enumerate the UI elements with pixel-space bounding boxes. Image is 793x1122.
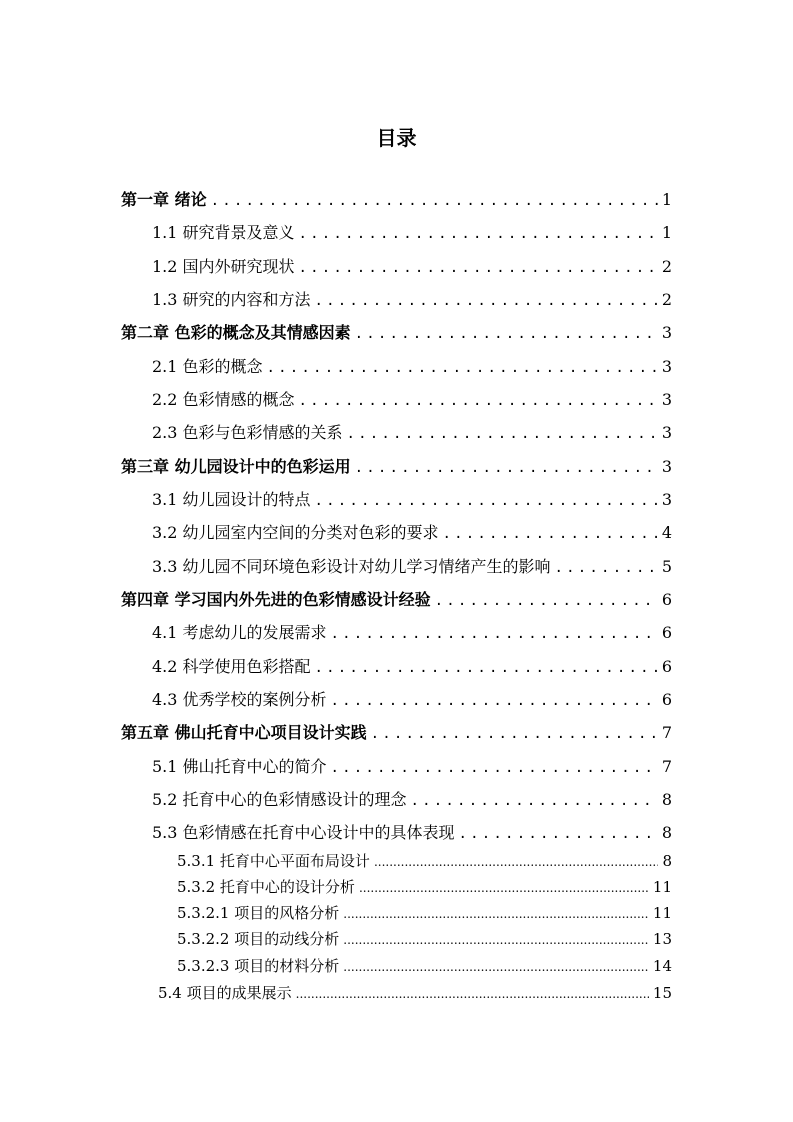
toc-entry-label: 4.1 考虑幼儿的发展需求: [152, 623, 327, 642]
toc-entry-label: 1.2 国内外研究现状: [152, 257, 295, 276]
toc-entry[interactable]: [152, 488, 672, 512]
toc-leader-dots: [359, 877, 649, 899]
toc-entry-page-number: 3: [661, 357, 672, 376]
toc-entry-label: 第三章 幼儿园设计中的色彩运用: [121, 457, 351, 476]
toc-entry[interactable]: [152, 355, 672, 379]
toc-entry-label: 5.3.1 托育中心平面布局设计: [177, 852, 370, 870]
toc-entry-page-number: 6: [661, 590, 672, 609]
toc-entry[interactable]: [121, 321, 672, 345]
toc-entry[interactable]: [152, 288, 672, 312]
toc-entry[interactable]: [121, 588, 672, 612]
toc-entry-label: 2.1 色彩的概念: [152, 357, 263, 376]
toc-entry-label: 第二章 色彩的概念及其情感因素: [121, 323, 351, 342]
toc-leader-dots: [331, 689, 658, 713]
toc-leader-dots: [267, 356, 658, 380]
toc-entry-page-number: 3: [661, 390, 672, 409]
toc-entry[interactable]: [121, 455, 672, 479]
toc-leader-dots: [211, 189, 658, 213]
toc-entry-page-number: 6: [661, 690, 672, 709]
toc-leader-dots: [555, 556, 658, 580]
toc-entry-label: 5.3.2.3 项目的材料分析: [177, 957, 340, 975]
toc-entry-page-number: 15: [652, 984, 672, 1002]
toc-leader-dots: [459, 822, 658, 846]
toc-entry-page-number: 1: [661, 223, 672, 242]
toc-leader-dots: [296, 983, 649, 1005]
toc-entry-page-number: 3: [661, 423, 672, 442]
toc-entry[interactable]: [152, 421, 672, 445]
toc-entry-page-number: 5: [661, 557, 672, 576]
toc-leader-dots: [299, 222, 658, 246]
toc-entry-page-number: 6: [661, 623, 672, 642]
toc-entry[interactable]: [152, 521, 672, 545]
toc-title: 目录: [376, 126, 417, 150]
toc-leader-dots: [435, 589, 658, 613]
toc-entry-page-number: 1: [661, 190, 672, 209]
toc-leader-dots: [411, 789, 658, 813]
toc-leader-dots: [299, 389, 658, 413]
toc-leader-dots: [355, 456, 658, 480]
toc-leader-dots: [343, 929, 649, 951]
toc-entry-label: 4.2 科学使用色彩搭配: [152, 657, 311, 676]
toc-entry-page-number: 3: [661, 323, 672, 342]
toc-entry-label: 第四章 学习国内外先进的色彩情感设计经验: [121, 590, 431, 609]
toc-entry-page-number: 8: [662, 852, 672, 870]
toc-entry-label: 5.4 项目的成果展示: [158, 984, 292, 1002]
toc-entry-label: 5.1 佛山托育中心的简介: [152, 757, 327, 776]
toc-entry[interactable]: [177, 850, 672, 872]
toc-entry[interactable]: [121, 721, 672, 745]
toc-entry[interactable]: [152, 688, 672, 712]
toc-entry[interactable]: [177, 955, 672, 977]
toc-leader-dots: [347, 422, 658, 446]
toc-entry[interactable]: [177, 928, 672, 950]
toc-entry-label: 第一章 绪论: [121, 190, 207, 209]
toc-leader-dots: [374, 851, 659, 873]
toc-entry[interactable]: [152, 555, 672, 579]
toc-leader-dots: [343, 903, 649, 925]
toc-leader-dots: [371, 722, 658, 746]
toc-leader-dots: [315, 656, 658, 680]
toc-entry-page-number: 11: [652, 878, 672, 896]
toc-entry-label: 5.3 色彩情感在托育中心设计中的具体表现: [152, 823, 455, 842]
toc-entry-page-number: 8: [661, 790, 672, 809]
toc-leader-dots: [443, 522, 658, 546]
toc-entry-label: 1.1 研究背景及意义: [152, 223, 295, 242]
toc-entry-label: 5.3.2.1 项目的风格分析: [177, 904, 340, 922]
toc-leader-dots: [355, 322, 658, 346]
toc-entry[interactable]: [177, 902, 672, 924]
toc-leader-dots: [315, 289, 658, 313]
toc-entry[interactable]: [152, 788, 672, 812]
toc-entry-page-number: 11: [652, 904, 672, 922]
toc-entry-label: 1.3 研究的内容和方法: [152, 290, 311, 309]
toc-entry-page-number: 14: [652, 957, 672, 975]
toc-entry-label: 2.3 色彩与色彩情感的关系: [152, 423, 343, 442]
toc-entry-label: 3.3 幼儿园不同环境色彩设计对幼儿学习情绪产生的影响: [152, 557, 551, 576]
toc-leader-dots: [331, 622, 658, 646]
toc-entry-label: 3.2 幼儿园室内空间的分类对色彩的要求: [152, 523, 439, 542]
toc-entry[interactable]: [158, 982, 672, 1004]
toc-entry[interactable]: [177, 876, 672, 898]
toc-entry-page-number: 6: [661, 657, 672, 676]
toc-entry[interactable]: [152, 621, 672, 645]
toc-entry-page-number: 4: [661, 523, 672, 542]
toc-entry[interactable]: [152, 388, 672, 412]
toc-entry[interactable]: [152, 821, 672, 845]
toc-entry-page-number: 3: [661, 490, 672, 509]
toc-entry-label: 第五章 佛山托育中心项目设计实践: [121, 723, 367, 742]
toc-entry[interactable]: [152, 755, 672, 779]
toc-entry[interactable]: [121, 188, 672, 212]
toc-entry-page-number: 3: [661, 457, 672, 476]
toc-entry-page-number: 2: [661, 290, 672, 309]
toc-entry-page-number: 7: [661, 757, 672, 776]
toc-entry-page-number: 8: [661, 823, 672, 842]
toc-entry-label: 5.2 托育中心的色彩情感设计的理念: [152, 790, 407, 809]
toc-entry-page-number: 13: [652, 930, 672, 948]
toc-entry-label: 4.3 优秀学校的案例分析: [152, 690, 327, 709]
toc-entry-label: 2.2 色彩情感的概念: [152, 390, 295, 409]
toc-entry-page-number: 7: [661, 723, 672, 742]
toc-leader-dots: [331, 756, 658, 780]
toc-leader-dots: [315, 489, 658, 513]
toc-entry[interactable]: [152, 655, 672, 679]
toc-entry-page-number: 2: [661, 257, 672, 276]
toc-entry[interactable]: [152, 221, 672, 245]
toc-leader-dots: [343, 956, 649, 978]
toc-entry-label: 5.3.2.2 项目的动线分析: [177, 930, 340, 948]
toc-entry[interactable]: [152, 255, 672, 279]
toc-entry-label: 3.1 幼儿园设计的特点: [152, 490, 311, 509]
toc-leader-dots: [299, 256, 658, 280]
toc-entry-label: 5.3.2 托育中心的设计分析: [177, 878, 355, 896]
